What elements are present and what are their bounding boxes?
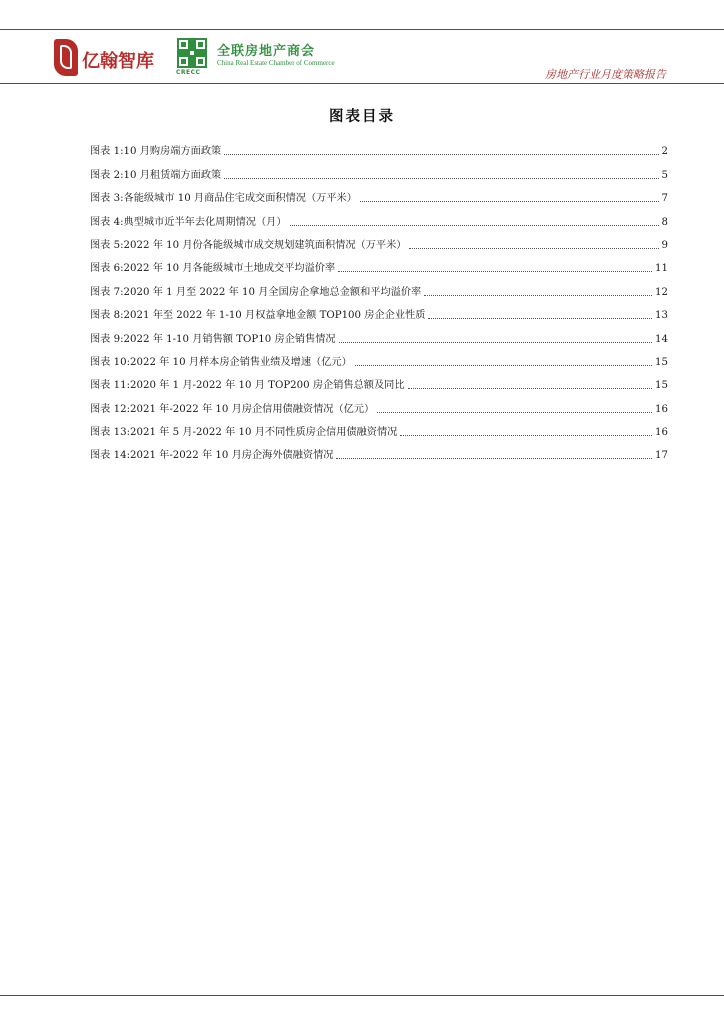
toc-entry-caption: 10 月购房端方面政策 [123, 146, 222, 158]
toc-entry-label: 图表 10: [90, 356, 131, 368]
toc-entry-page-number: 5 [661, 169, 668, 181]
yihan-logo-icon [54, 39, 78, 76]
toc-entry-page-number: 8 [661, 216, 668, 228]
toc-dot-leader [290, 224, 659, 226]
toc-entry-caption: 2020 年 1 月-2022 年 10 月 TOP200 房企销售总额及同比 [130, 380, 405, 392]
toc-dot-leader [355, 364, 652, 366]
yihan-brand-name: 亿翰智库 [82, 51, 154, 72]
toc-entry-page-number: 17 [655, 450, 668, 462]
toc-entry-caption: 2022 年 10 月各能级城市土地成交平均溢价率 [123, 263, 336, 275]
toc-entry[interactable] [90, 299, 668, 322]
toc-entry-label: 图表 7: [90, 286, 124, 298]
toc-entry-page-number: 15 [655, 356, 668, 368]
toc-entry[interactable] [90, 182, 668, 205]
toc-dot-leader [336, 457, 652, 459]
toc-entry-caption: 2021 年 5 月-2022 年 10 月不同性质房企信用债融资情况 [130, 427, 398, 439]
report-type: 房地产行业月度策略报告 [545, 68, 666, 81]
toc-entry-label: 图表 1: [90, 146, 124, 158]
toc-dot-leader [400, 434, 652, 436]
toc-entry-caption: 2020 年 1 月至 2022 年 10 月全国房企拿地总金额和平均溢价率 [123, 286, 422, 298]
toc-entry-page-number: 12 [655, 286, 668, 298]
toc-entry-caption: 10 月租赁端方面政策 [123, 169, 222, 181]
toc-entry-label: 图表 9: [90, 333, 124, 345]
toc-entry-label: 图表 11: [90, 380, 131, 392]
toc-dot-leader [377, 411, 652, 413]
toc-entry[interactable] [90, 369, 668, 392]
toc-dot-leader [224, 177, 658, 179]
toc-entry[interactable] [90, 439, 668, 462]
toc-entry[interactable] [90, 158, 668, 181]
footer-rule [0, 995, 724, 996]
crecc-abbreviation: CRECC [176, 69, 201, 76]
toc-entry-label: 图表 3: [90, 193, 124, 205]
toc-dot-leader [408, 387, 652, 389]
toc-entry-caption: 2021 年-2022 年 10 月房企信用债融资情况（亿元） [130, 403, 375, 415]
toc-entry-caption: 2021 年至 2022 年 1-10 月权益拿地金额 TOP100 房企企业性质 [123, 310, 426, 322]
toc-entry-caption: 各能级城市 10 月商品住宅成交面积情况（万平米） [123, 193, 357, 205]
toc-dot-leader [424, 294, 652, 296]
crecc-logo-icon [177, 38, 207, 68]
crecc-logo [177, 36, 367, 78]
toc-dot-leader [409, 247, 658, 249]
crecc-name-cn: 全联房地产商会 [217, 44, 316, 59]
toc-entry-page-number: 7 [661, 193, 668, 205]
toc-entry[interactable] [90, 346, 668, 369]
toc-entry-page-number: 16 [655, 427, 668, 439]
toc-entry-label: 图表 12: [90, 403, 131, 415]
toc-dot-leader [360, 200, 659, 202]
toc-entry[interactable] [90, 252, 668, 275]
toc-dot-leader [338, 270, 652, 272]
toc-entry-label: 图表 5: [90, 239, 124, 251]
crecc-name-en: China Real Estate Chamber of Commerce [217, 59, 335, 67]
toc-dot-leader [428, 317, 652, 319]
toc-entry[interactable] [90, 229, 668, 252]
toc-entry-label: 图表 13: [90, 427, 131, 439]
page-header [0, 30, 724, 82]
toc-list [90, 135, 668, 462]
toc-entry-label: 图表 14: [90, 450, 131, 462]
toc-entry-page-number: 14 [655, 333, 668, 345]
toc-entry-caption: 2022 年 10 月样本房企销售业绩及增速（亿元） [130, 356, 352, 368]
toc-entry-page-number: 11 [655, 263, 668, 275]
toc-entry[interactable] [90, 205, 668, 228]
toc-entry[interactable] [90, 322, 668, 345]
yihan-logo [50, 39, 170, 77]
toc-dot-leader [224, 153, 658, 155]
toc-entry-label: 图表 4: [90, 216, 124, 228]
header-rule [0, 83, 724, 84]
toc-entry[interactable] [90, 392, 668, 415]
toc-entry[interactable] [90, 135, 668, 158]
toc-entry-page-number: 9 [661, 239, 668, 251]
toc-entry-label: 图表 6: [90, 263, 124, 275]
toc-entry-label: 图表 8: [90, 310, 124, 322]
toc-entry-caption: 典型城市近半年去化周期情况（月） [123, 216, 287, 228]
toc-entry-caption: 2022 年 10 月份各能级城市成交规划建筑面积情况（万平米） [123, 239, 407, 251]
toc-entry-caption: 2022 年 1-10 月销售额 TOP10 房企销售情况 [123, 333, 336, 345]
toc-entry[interactable] [90, 416, 668, 439]
toc-entry-label: 图表 2: [90, 169, 124, 181]
toc-dot-leader [339, 341, 652, 343]
toc-entry-page-number: 2 [661, 146, 668, 158]
toc-entry-page-number: 15 [655, 380, 668, 392]
toc-title: 图表目录 [329, 109, 395, 125]
toc-entry-page-number: 16 [655, 403, 668, 415]
toc-entry[interactable] [90, 275, 668, 298]
toc-entry-caption: 2021 年-2022 年 10 月房企海外债融资情况 [130, 450, 334, 462]
toc-entry-page-number: 13 [655, 310, 668, 322]
